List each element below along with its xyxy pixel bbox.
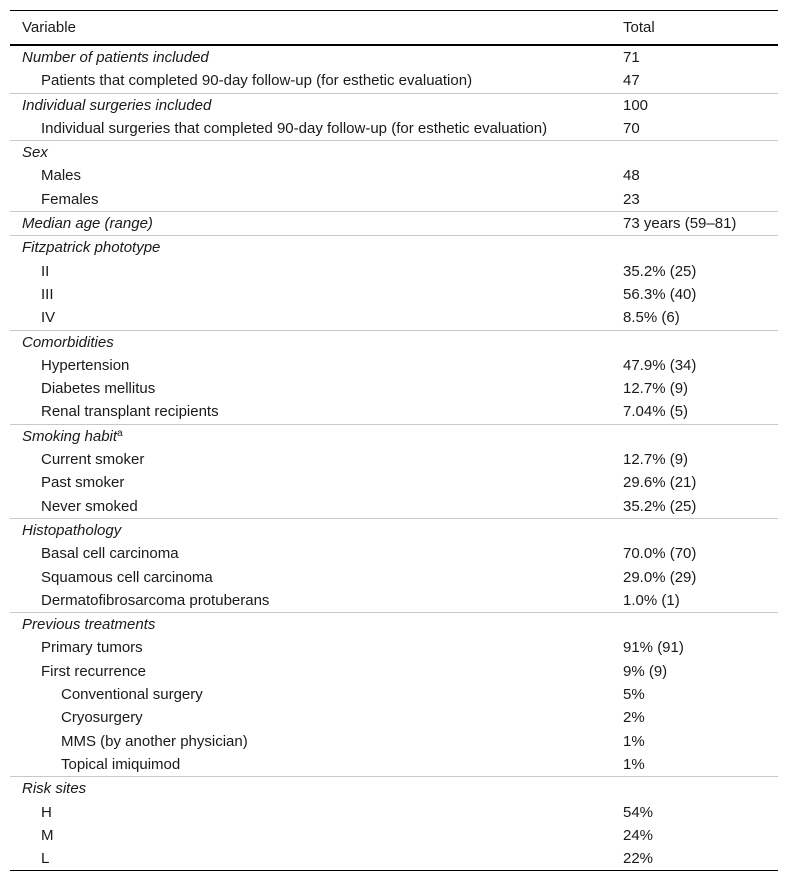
row-label (22, 428, 123, 445)
row-value: 23 (623, 190, 640, 208)
table-row (10, 188, 778, 211)
row-label-text: III (41, 285, 54, 303)
row-label-text: Individual surgeries that completed 90-day follow-up (for esthetic evaluation) (41, 119, 548, 137)
row-label-text: Topical imiquimod (61, 755, 181, 773)
row-value: 91% (91) (623, 639, 684, 657)
row-value: 48 (623, 167, 640, 185)
row-value: 22% (623, 850, 654, 868)
table-row (10, 683, 778, 706)
table-category-row (10, 93, 778, 117)
row-value: 29.6% (21) (623, 474, 697, 492)
table-row (10, 660, 778, 683)
column-header-variable: Variable (22, 19, 76, 36)
row-value: 100 (623, 96, 649, 114)
row-value: 1% (623, 732, 645, 750)
data-table (10, 10, 778, 871)
row-label (41, 827, 54, 844)
row-value: 54% (623, 803, 654, 821)
row-label-text: Renal transplant recipients (41, 403, 219, 421)
row-label (22, 97, 211, 114)
row-label (41, 498, 138, 515)
row-label-text: Females (41, 190, 99, 208)
row-label (41, 569, 213, 586)
table-row (10, 753, 778, 776)
row-label (22, 215, 153, 232)
row-label (41, 380, 155, 397)
row-value: 73 years (59–81) (623, 215, 737, 233)
row-label (41, 804, 52, 821)
row-value: 1.0% (1) (623, 591, 680, 609)
row-label-text: M (41, 826, 54, 844)
table-row (10, 117, 778, 140)
row-label (22, 522, 121, 539)
table-category-row (10, 776, 778, 800)
table-row (10, 801, 778, 824)
row-label-text: Conventional surgery (61, 686, 203, 704)
table-bottom-rule (10, 870, 778, 871)
row-label-text: IV (41, 309, 56, 327)
row-value: 56.3% (40) (623, 285, 697, 303)
table-row (10, 495, 778, 518)
row-label (61, 756, 180, 773)
row-label-text: Basal cell carcinoma (41, 545, 179, 563)
row-value: 70.0% (70) (623, 545, 697, 563)
row-label-text: Hypertension (41, 356, 130, 374)
row-label (41, 191, 99, 208)
row-value: 29.0% (29) (623, 568, 697, 586)
row-label (41, 474, 124, 491)
row-label-text: Risk sites (22, 780, 87, 798)
table-category-row (10, 330, 778, 354)
footnote-marker: a (117, 427, 123, 439)
table-row (10, 400, 778, 423)
table-row (10, 377, 778, 400)
row-label (41, 850, 49, 867)
row-label-text: Primary tumors (41, 639, 143, 657)
table-header (10, 10, 778, 46)
row-label (22, 239, 160, 256)
row-label-text: L (41, 850, 50, 868)
row-label-text: Diabetes mellitus (41, 380, 156, 398)
table-row (10, 847, 778, 870)
table-row (10, 542, 778, 565)
row-value: 7.04% (5) (623, 403, 689, 421)
row-value: 47 (623, 72, 640, 90)
row-label (22, 616, 155, 633)
row-value: 70 (623, 119, 640, 137)
row-label (61, 709, 143, 726)
table-category-row (10, 235, 778, 259)
table-row (10, 69, 778, 92)
row-label-text: MMS (by another physician) (61, 732, 248, 750)
row-label-text: Past smoker (41, 474, 125, 492)
table-category-row (10, 424, 778, 448)
table-row (10, 164, 778, 187)
row-label (41, 663, 146, 680)
row-label-text: Squamous cell carcinoma (41, 568, 213, 586)
row-label (41, 592, 269, 609)
row-label (41, 263, 49, 280)
row-label (41, 357, 129, 374)
table-row (10, 706, 778, 729)
row-value: 35.2% (25) (623, 262, 697, 280)
row-label (41, 286, 54, 303)
row-label (41, 309, 55, 326)
table-category-row (10, 211, 778, 235)
row-label-text: Current smoker (41, 451, 145, 469)
row-label-text: Number of patients included (22, 49, 209, 66)
row-value: 2% (623, 709, 645, 727)
row-label (22, 780, 86, 797)
table-row (10, 260, 778, 283)
row-label (41, 545, 179, 562)
row-value: 24% (623, 826, 654, 844)
row-label-text: Cryosurgery (61, 709, 143, 727)
table-row (10, 636, 778, 659)
table-category-row (10, 518, 778, 542)
row-label (41, 403, 219, 420)
row-label-text: Comorbidities (22, 333, 114, 351)
row-label-text: Histopathology (22, 521, 122, 539)
table-body (10, 46, 778, 870)
row-label-text: Fitzpatrick phototype (22, 239, 161, 257)
table-row (10, 730, 778, 753)
table-category-row (10, 140, 778, 164)
table-row (10, 448, 778, 471)
row-label (22, 334, 114, 351)
table-row (10, 354, 778, 377)
row-value: 12.7% (9) (623, 380, 689, 398)
row-value: 9% (9) (623, 662, 668, 680)
row-label-text: H (41, 803, 52, 821)
table-row (10, 471, 778, 494)
row-label (61, 686, 203, 703)
row-label (22, 144, 48, 161)
row-label (22, 49, 209, 66)
row-label (41, 451, 144, 468)
row-label-text: First recurrence (41, 662, 147, 680)
row-label (41, 167, 81, 184)
row-value: 35.2% (25) (623, 497, 697, 515)
row-label-text: II (41, 262, 50, 280)
row-value: 12.7% (9) (623, 451, 689, 469)
row-label (41, 72, 472, 89)
table-category-row (10, 612, 778, 636)
row-label-text: Smoking habit (22, 427, 118, 445)
row-label-text: Males (41, 167, 82, 185)
table-category-row (10, 46, 778, 69)
row-value: 1% (623, 755, 645, 773)
row-value: 47.9% (34) (623, 356, 697, 374)
table-row (10, 566, 778, 589)
row-label-text: Sex (22, 144, 48, 162)
row-label-text: Never smoked (41, 497, 138, 515)
row-label (61, 733, 248, 750)
row-label (41, 120, 547, 137)
row-value: 5% (623, 686, 645, 704)
table-row (10, 589, 778, 612)
table-row (10, 824, 778, 847)
row-label-text: Dermatofibrosarcoma protuberans (41, 591, 270, 609)
row-label-text: Median age (range) (22, 215, 153, 233)
row-value: 8.5% (6) (623, 309, 680, 327)
row-value: 71 (623, 49, 640, 66)
row-label-text: Patients that completed 90-day follow-up (for esthetic evaluation) (41, 72, 473, 90)
column-header-total: Total (623, 19, 655, 36)
row-label-text: Individual surgeries included (22, 96, 212, 114)
row-label-text: Previous treatments (22, 616, 156, 634)
row-label (41, 639, 143, 656)
table-row (10, 306, 778, 329)
table-row (10, 283, 778, 306)
